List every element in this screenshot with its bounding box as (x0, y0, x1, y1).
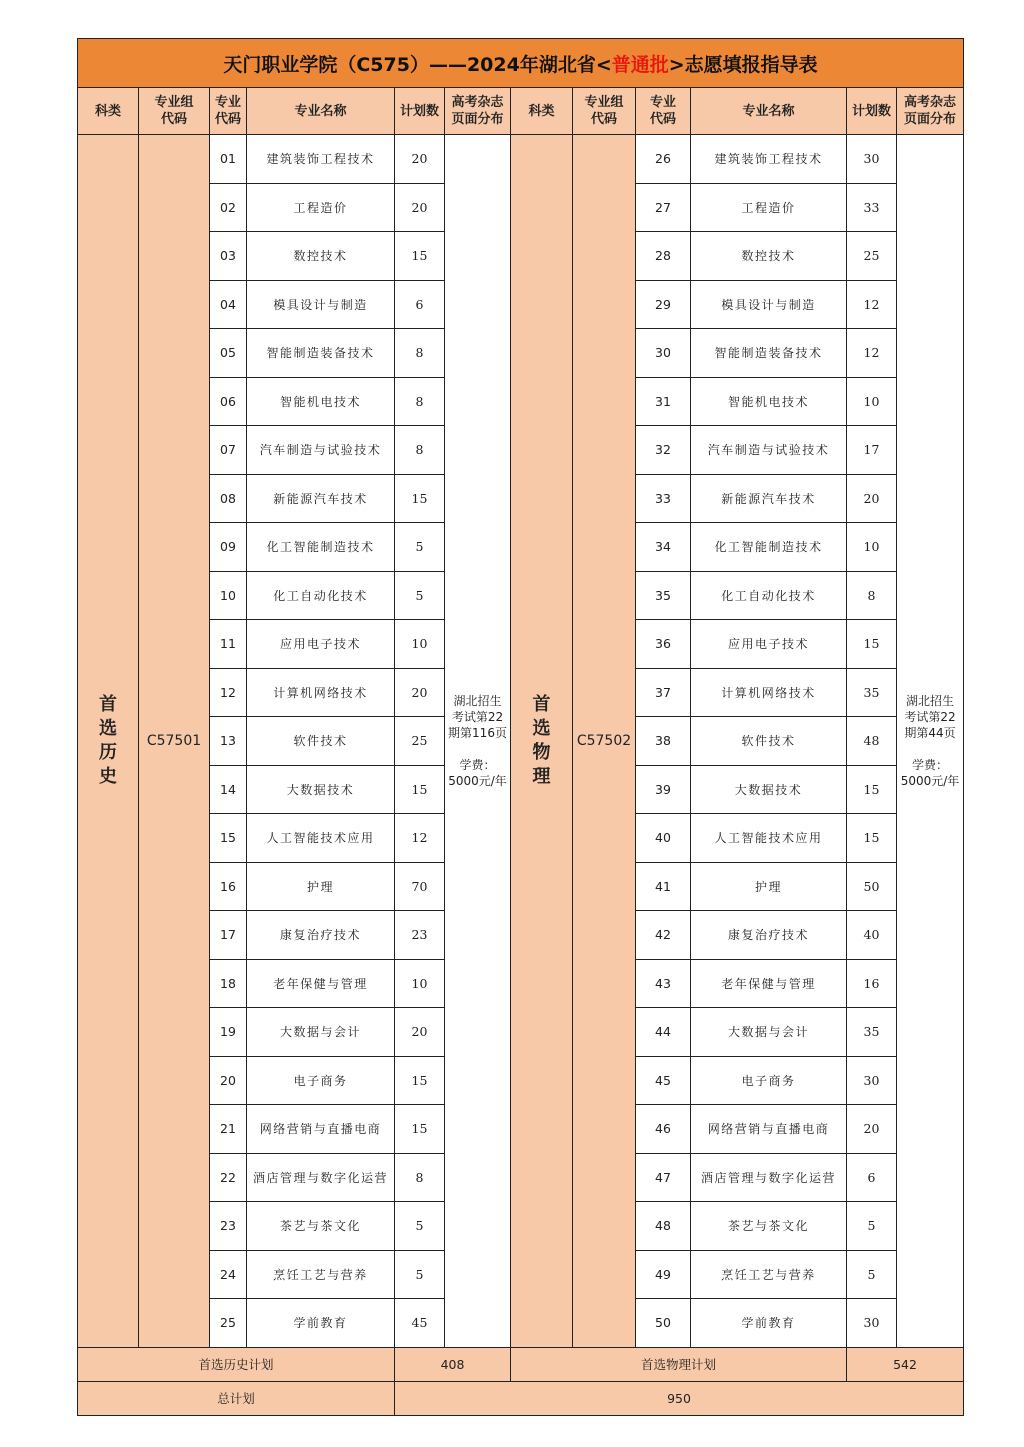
plan-count: 15 (847, 814, 897, 863)
major-code: 29 (636, 280, 691, 329)
major-name: 大数据与会计 (247, 1008, 395, 1057)
plan-count: 20 (395, 668, 445, 717)
note-line: 期第44页 (904, 725, 956, 740)
plan-count: 15 (395, 474, 445, 523)
major-code: 17 (210, 911, 247, 960)
plan-count: 35 (847, 668, 897, 717)
header-group-code-left: 专业组 代码 (139, 88, 210, 135)
major-code: 35 (636, 571, 691, 620)
major-name: 烹饪工艺与营养 (247, 1250, 395, 1299)
subject-char: 首 (532, 693, 551, 715)
subject-right (511, 135, 573, 1348)
major-name: 软件技术 (691, 717, 847, 766)
plan-count: 45 (395, 1299, 445, 1348)
major-name: 化工自动化技术 (247, 571, 395, 620)
note-line: 湖北招生 (453, 693, 502, 708)
major-code: 34 (636, 523, 691, 572)
major-code: 33 (636, 474, 691, 523)
plan-count: 20 (395, 1008, 445, 1057)
major-name: 人工智能技术应用 (691, 814, 847, 863)
header-plan-right: 计划数 (847, 88, 897, 135)
major-name: 大数据与会计 (691, 1008, 847, 1057)
plan-count: 12 (847, 280, 897, 329)
major-code: 25 (210, 1299, 247, 1348)
major-name: 网络营销与直播电商 (247, 1105, 395, 1154)
major-code: 13 (210, 717, 247, 766)
major-code: 45 (636, 1056, 691, 1105)
major-code: 18 (210, 959, 247, 1008)
plan-count: 15 (847, 620, 897, 669)
major-name: 大数据技术 (247, 765, 395, 814)
major-name: 电子商务 (247, 1056, 395, 1105)
plan-count: 30 (847, 1299, 897, 1348)
major-name: 计算机网络技术 (247, 668, 395, 717)
plan-count: 10 (847, 377, 897, 426)
major-name: 工程造价 (247, 183, 395, 232)
plan-count: 5 (395, 571, 445, 620)
major-code: 36 (636, 620, 691, 669)
plan-count: 8 (395, 377, 445, 426)
plan-count: 70 (395, 862, 445, 911)
major-name: 数控技术 (247, 232, 395, 281)
major-name: 酒店管理与数字化运营 (247, 1153, 395, 1202)
major-name: 汽车制造与试验技术 (691, 426, 847, 475)
plan-count: 48 (847, 717, 897, 766)
header-major-code-left: 专业 代码 (210, 88, 247, 135)
admission-plan-table (77, 38, 964, 1416)
major-name: 护理 (247, 862, 395, 911)
major-code: 19 (210, 1008, 247, 1057)
major-code: 49 (636, 1250, 691, 1299)
major-name: 汽车制造与试验技术 (247, 426, 395, 475)
major-name: 化工智能制造技术 (691, 523, 847, 572)
plan-count: 15 (847, 765, 897, 814)
major-name: 模具设计与制造 (691, 280, 847, 329)
table-row (78, 135, 964, 184)
major-code: 01 (210, 135, 247, 184)
major-code: 43 (636, 959, 691, 1008)
plan-count: 15 (395, 765, 445, 814)
major-name: 软件技术 (247, 717, 395, 766)
group-code-left: C57501 (139, 135, 210, 1348)
plan-count: 15 (395, 1105, 445, 1154)
major-code: 05 (210, 329, 247, 378)
plan-count: 15 (395, 232, 445, 281)
fee-label: 学费： (459, 757, 496, 772)
note-line: 考试第22 (451, 709, 504, 724)
grand-plan-label: 总计划 (78, 1381, 395, 1415)
major-code: 38 (636, 717, 691, 766)
header-major-code-right: 专业 代码 (636, 88, 691, 135)
major-name: 烹饪工艺与营养 (691, 1250, 847, 1299)
title-after: >志愿填报指导表 (668, 53, 818, 76)
header-subject-left: 科类 (78, 88, 139, 135)
header-page-left: 高考杂志 页面分布 (445, 88, 511, 135)
major-code: 04 (210, 280, 247, 329)
plan-count: 6 (395, 280, 445, 329)
plan-count: 8 (395, 329, 445, 378)
major-name: 电子商务 (691, 1056, 847, 1105)
major-code: 40 (636, 814, 691, 863)
major-code: 02 (210, 183, 247, 232)
major-name: 智能机电技术 (247, 377, 395, 426)
plan-count: 5 (395, 523, 445, 572)
note-line: 考试第22 (904, 709, 956, 724)
note-line: 期第116页 (448, 725, 507, 740)
major-name: 学前教育 (247, 1299, 395, 1348)
guide-sheet (77, 38, 963, 1416)
major-name: 酒店管理与数字化运营 (691, 1153, 847, 1202)
major-code: 23 (210, 1202, 247, 1251)
major-name: 人工智能技术应用 (247, 814, 395, 863)
major-code: 14 (210, 765, 247, 814)
major-name: 计算机网络技术 (691, 668, 847, 717)
title-highlight: 普通批 (611, 53, 669, 76)
major-code: 03 (210, 232, 247, 281)
major-name: 新能源汽车技术 (691, 474, 847, 523)
major-code: 10 (210, 571, 247, 620)
history-plan-total: 408 (395, 1347, 511, 1381)
plan-count: 8 (395, 1153, 445, 1202)
plan-count: 35 (847, 1008, 897, 1057)
major-name: 老年保健与管理 (247, 959, 395, 1008)
subject-char: 史 (99, 765, 117, 787)
plan-count: 8 (395, 426, 445, 475)
major-code: 26 (636, 135, 691, 184)
major-name: 茶艺与茶文化 (247, 1202, 395, 1251)
major-name: 康复治疗技术 (691, 911, 847, 960)
major-name: 学前教育 (691, 1299, 847, 1348)
note-line: 湖北招生 (906, 693, 955, 708)
major-code: 28 (636, 232, 691, 281)
plan-count: 5 (847, 1202, 897, 1251)
fee-label: 学费： (912, 757, 949, 772)
major-name: 智能机电技术 (691, 377, 847, 426)
header-plan-left: 计划数 (395, 88, 445, 135)
subject-left (78, 135, 139, 1348)
plan-count: 20 (847, 474, 897, 523)
major-name: 茶艺与茶文化 (691, 1202, 847, 1251)
major-name: 新能源汽车技术 (247, 474, 395, 523)
header-major-name-right: 专业名称 (691, 88, 847, 135)
major-code: 31 (636, 377, 691, 426)
plan-count: 33 (847, 183, 897, 232)
major-code: 22 (210, 1153, 247, 1202)
plan-count: 8 (847, 571, 897, 620)
major-code: 32 (636, 426, 691, 475)
plan-count: 25 (847, 232, 897, 281)
plan-count: 30 (847, 135, 897, 184)
page-title (78, 39, 964, 88)
major-name: 老年保健与管理 (691, 959, 847, 1008)
fee-value: 5000元/年 (448, 773, 507, 788)
major-name: 数控技术 (691, 232, 847, 281)
major-code: 20 (210, 1056, 247, 1105)
subject-char: 理 (532, 765, 551, 787)
major-name: 化工自动化技术 (691, 571, 847, 620)
major-name: 建筑装饰工程技术 (247, 135, 395, 184)
major-code: 15 (210, 814, 247, 863)
major-code: 48 (636, 1202, 691, 1251)
page-note-left (445, 135, 511, 1348)
subject-char: 选 (99, 717, 117, 739)
major-name: 模具设计与制造 (247, 280, 395, 329)
major-name: 应用电子技术 (247, 620, 395, 669)
major-code: 27 (636, 183, 691, 232)
major-code: 41 (636, 862, 691, 911)
plan-count: 17 (847, 426, 897, 475)
plan-count: 10 (395, 959, 445, 1008)
title-before: 天门职业学院（C575）——2024年湖北省< (223, 53, 612, 76)
history-plan-label: 首选历史计划 (78, 1347, 395, 1381)
group-code-right: C57502 (573, 135, 636, 1348)
plan-count: 12 (395, 814, 445, 863)
major-code: 11 (210, 620, 247, 669)
major-code: 12 (210, 668, 247, 717)
major-code: 39 (636, 765, 691, 814)
subject-char: 选 (532, 717, 551, 739)
major-name: 康复治疗技术 (247, 911, 395, 960)
plan-count: 5 (395, 1250, 445, 1299)
major-name: 建筑装饰工程技术 (691, 135, 847, 184)
plan-count: 5 (395, 1202, 445, 1251)
plan-count: 15 (395, 1056, 445, 1105)
major-code: 50 (636, 1299, 691, 1348)
major-name: 智能制造装备技术 (247, 329, 395, 378)
plan-count: 16 (847, 959, 897, 1008)
major-code: 21 (210, 1105, 247, 1154)
major-code: 24 (210, 1250, 247, 1299)
plan-count: 20 (847, 1105, 897, 1154)
plan-count: 20 (395, 183, 445, 232)
major-code: 47 (636, 1153, 691, 1202)
subject-char: 历 (99, 741, 117, 763)
plan-count: 50 (847, 862, 897, 911)
page-note-right (897, 135, 964, 1348)
plan-count: 25 (395, 717, 445, 766)
major-code: 42 (636, 911, 691, 960)
major-name: 化工智能制造技术 (247, 523, 395, 572)
major-code: 37 (636, 668, 691, 717)
major-code: 16 (210, 862, 247, 911)
major-code: 08 (210, 474, 247, 523)
major-name: 智能制造装备技术 (691, 329, 847, 378)
plan-count: 23 (395, 911, 445, 960)
plan-count: 20 (395, 135, 445, 184)
subject-char: 首 (99, 693, 117, 715)
plan-count: 10 (847, 523, 897, 572)
major-code: 06 (210, 377, 247, 426)
major-name: 工程造价 (691, 183, 847, 232)
header-page-right: 高考杂志 页面分布 (897, 88, 964, 135)
subject-char: 物 (532, 741, 551, 763)
header-major-name-left: 专业名称 (247, 88, 395, 135)
major-code: 30 (636, 329, 691, 378)
plan-count: 12 (847, 329, 897, 378)
physics-plan-label: 首选物理计划 (511, 1347, 847, 1381)
plan-count: 5 (847, 1250, 897, 1299)
grand-plan-total: 950 (395, 1381, 964, 1415)
header-group-code-right: 专业组 代码 (573, 88, 636, 135)
physics-plan-total: 542 (847, 1347, 964, 1381)
major-code: 09 (210, 523, 247, 572)
major-code: 07 (210, 426, 247, 475)
major-name: 护理 (691, 862, 847, 911)
plan-count: 10 (395, 620, 445, 669)
plan-count: 40 (847, 911, 897, 960)
plan-count: 6 (847, 1153, 897, 1202)
fee-value: 5000元/年 (900, 773, 960, 788)
major-name: 大数据技术 (691, 765, 847, 814)
plan-count: 30 (847, 1056, 897, 1105)
major-name: 网络营销与直播电商 (691, 1105, 847, 1154)
major-name: 应用电子技术 (691, 620, 847, 669)
major-code: 44 (636, 1008, 691, 1057)
header-subject-right: 科类 (511, 88, 573, 135)
major-code: 46 (636, 1105, 691, 1154)
